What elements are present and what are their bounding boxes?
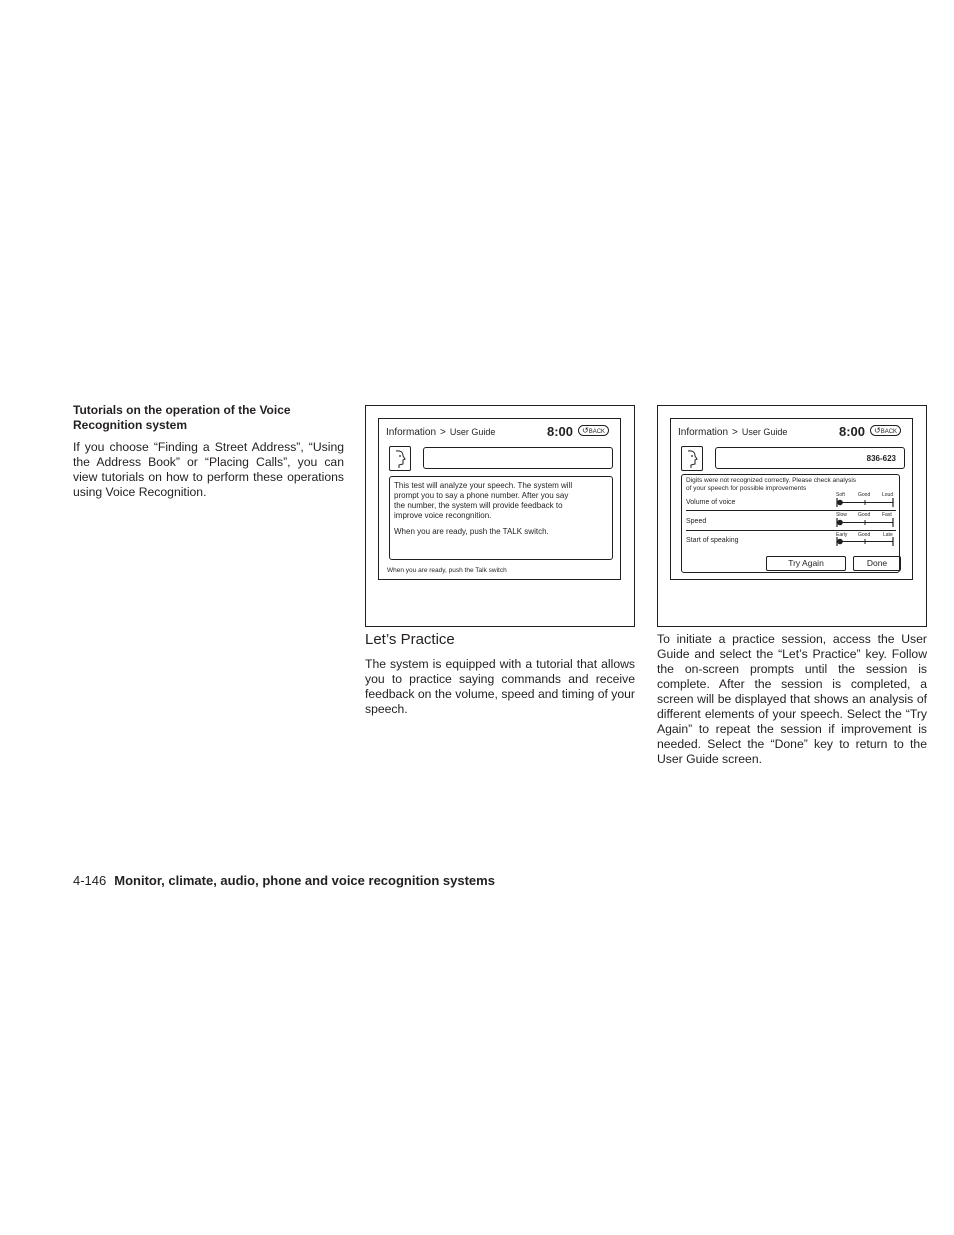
back-button[interactable]: ↺BACK (578, 425, 609, 436)
row-label-speed: Speed (686, 518, 707, 525)
speaking-head-icon (681, 446, 703, 471)
page-number: 4-146 (73, 873, 107, 888)
breadcrumb-sub: User Guide (449, 427, 496, 437)
section-body: If you choose “Finding a Street Address”, “Using the Address Book” or “Placing Calls”, you can view tutorials on how to perform these operations using Voice Recognition. (73, 440, 344, 499)
row-divider (686, 530, 896, 531)
section-heading: Tutorials on the operation of the Voice Recognition system (73, 403, 291, 432)
figure-speech-analysis (657, 405, 927, 627)
breadcrumb (678, 426, 787, 439)
instruction-text: This test will analyze your speech. The system will prompt you to say a phone number. After you say the number, the system will provide feedback to improve voice recongnition. (394, 481, 573, 520)
scale-label: Soft (836, 492, 845, 498)
try-again-button[interactable]: Try Again (766, 556, 846, 571)
breadcrumb-separator: > (440, 427, 446, 438)
practice-instructions: To initiate a practice session, access the User Guide and select the “Let’s Practice” key. Follow the on-screen prompts until the session is complete. After the session is completed, a screen will be displayed that shows an analysis of different elements of your speech. Select the “Try Again” to repeat the session if improvement is needed. Select the “Done” key to return to the User Guide screen. (657, 632, 927, 766)
clock: 8:00 (839, 424, 866, 439)
breadcrumb-separator: > (732, 427, 738, 438)
number-display-field (423, 447, 613, 469)
speaking-head-icon (389, 446, 411, 471)
lets-practice-body: The system is equipped with a tutorial that allows you to practice saying commands and receive feedback on the volume, speed and timing of your speech. (365, 657, 635, 716)
recognized-digits: 836-623 (866, 454, 896, 463)
scale-label: Late (883, 532, 893, 538)
speed-level-gauge (836, 518, 894, 527)
chapter-title: Monitor, climate, audio, phone and voice recognition systems (114, 873, 495, 888)
scale-label: Good (858, 492, 871, 498)
analysis-message: Digits were not recognized correctly. Please check analysis of your speech for possible improvements (686, 477, 857, 492)
page-footer (73, 873, 495, 889)
status-line: When you are ready, push the Talk switch (387, 567, 507, 574)
row-divider (686, 510, 896, 511)
display-screen (670, 418, 913, 580)
scale-label: Loud (882, 492, 894, 498)
ready-text: When you are ready, push the TALK switch. (394, 527, 549, 536)
breadcrumb-main: Information (386, 427, 437, 438)
start-timing-gauge (836, 537, 894, 546)
clock: 8:00 (547, 424, 574, 439)
display-screen (378, 418, 621, 580)
row-label-start: Start of speaking (686, 537, 739, 544)
back-button[interactable]: ↺BACK (870, 425, 901, 436)
volume-level-gauge (836, 498, 894, 507)
breadcrumb-main: Information (678, 427, 729, 438)
scale-label: Good (858, 532, 871, 538)
figure-practice-start (365, 405, 635, 627)
instruction-panel (389, 476, 613, 560)
row-label-volume: Volume of voice (686, 499, 736, 506)
scale-label: Slow (836, 512, 847, 518)
analysis-panel (681, 474, 900, 573)
scale-label: Early (836, 532, 848, 538)
scale-label: Fast (882, 512, 892, 518)
done-button[interactable]: Done (853, 556, 901, 571)
breadcrumb (386, 426, 495, 439)
breadcrumb-sub: User Guide (741, 427, 788, 437)
return-arrow-icon: ↺ (582, 426, 589, 435)
number-display-field (715, 447, 905, 469)
return-arrow-icon: ↺ (874, 426, 881, 435)
scale-label: Good (858, 512, 871, 518)
lets-practice-title: Let’s Practice (365, 631, 455, 648)
